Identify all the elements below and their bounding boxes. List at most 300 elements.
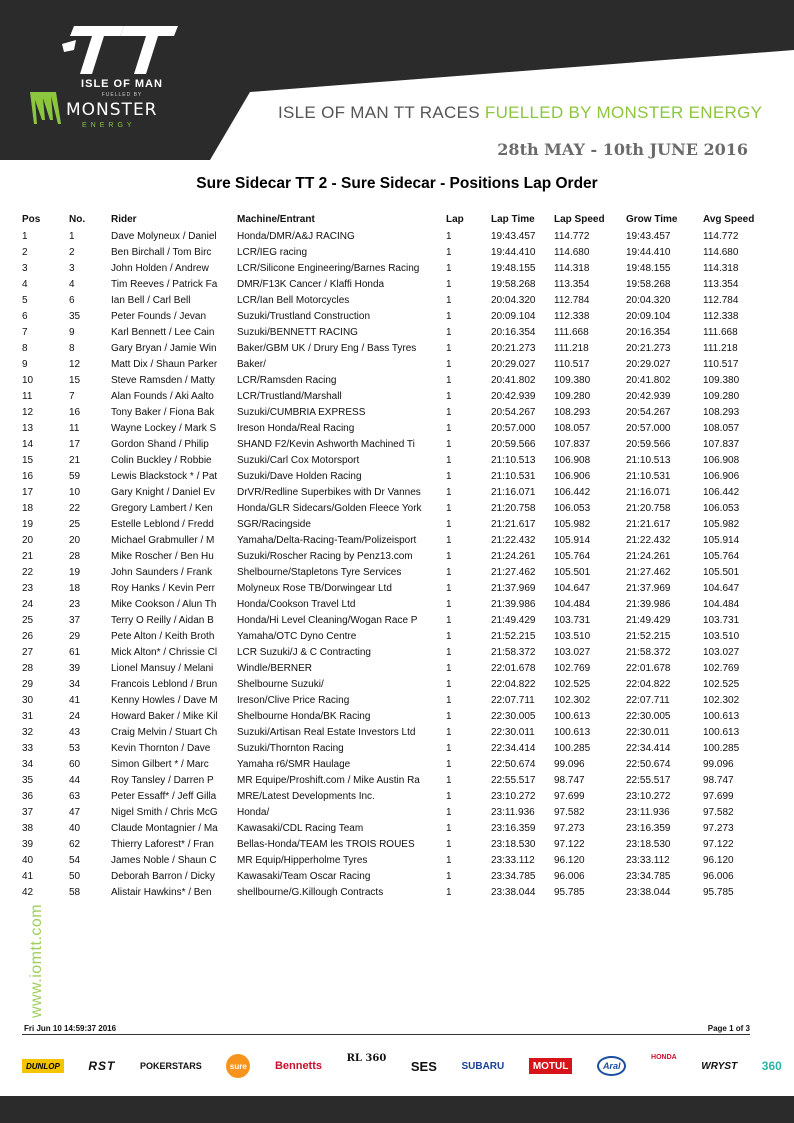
cell-lap-speed: 107.837 <box>554 438 591 450</box>
cell-rider: Karl Bennett / Lee Cain <box>111 326 215 338</box>
sponsor-pokerstars-logo: POKERSTARS <box>139 1061 202 1071</box>
cell-grow-time: 21:24.261 <box>626 550 671 562</box>
cell-lap: 1 <box>446 390 452 402</box>
cell-lap-speed: 100.285 <box>554 742 591 754</box>
cell-pos: 38 <box>22 822 34 834</box>
page-bottom-band <box>0 1096 794 1123</box>
cell-lap: 1 <box>446 710 452 722</box>
cell-machine: Shelbourne/Stapletons Tyre Services <box>237 566 402 578</box>
cell-no: 19 <box>69 566 81 578</box>
cell-avg-speed: 106.442 <box>703 486 740 498</box>
cell-lap: 1 <box>446 646 452 658</box>
cell-grow-time: 21:27.462 <box>626 566 671 578</box>
cell-no: 3 <box>69 262 75 274</box>
cell-avg-speed: 100.285 <box>703 742 740 754</box>
cell-machine: LCR/Ramsden Racing <box>237 374 337 386</box>
cell-lap-speed: 108.057 <box>554 422 591 434</box>
cell-no: 60 <box>69 758 81 770</box>
cell-no: 23 <box>69 598 81 610</box>
cell-lap: 1 <box>446 422 452 434</box>
cell-rider: Alistair Hawkins* / Ben <box>111 886 212 898</box>
cell-pos: 12 <box>22 406 34 418</box>
cell-lap-time: 20:29.027 <box>491 358 536 370</box>
cell-machine: SGR/Racingside <box>237 518 311 530</box>
table-row <box>22 772 771 788</box>
cell-lap: 1 <box>446 662 452 674</box>
cell-pos: 19 <box>22 518 34 530</box>
cell-grow-time: 20:09.104 <box>626 310 671 322</box>
cell-avg-speed: 100.613 <box>703 726 740 738</box>
cell-rider: Claude Montagnier / Ma <box>111 822 218 834</box>
cell-no: 37 <box>69 614 81 626</box>
cell-lap-time: 22:50.674 <box>491 758 536 770</box>
cell-avg-speed: 99.096 <box>703 758 734 770</box>
cell-machine: shellbourne/G.Killough Contracts <box>237 886 384 898</box>
cell-avg-speed: 114.680 <box>703 246 739 258</box>
cell-lap: 1 <box>446 854 452 866</box>
cell-machine: Suzuki/Trustland Construction <box>237 310 371 322</box>
cell-no: 47 <box>69 806 81 818</box>
cell-pos: 39 <box>22 838 34 850</box>
cell-grow-time: 21:58.372 <box>626 646 671 658</box>
cell-rider: Roy Tansley / Darren P <box>111 774 214 786</box>
table-row <box>22 516 771 532</box>
table-row <box>22 388 771 404</box>
cell-grow-time: 20:21.273 <box>626 342 671 354</box>
cell-lap-speed: 96.006 <box>554 870 585 882</box>
cell-lap-time: 21:58.372 <box>491 646 536 658</box>
cell-lap: 1 <box>446 566 452 578</box>
cell-rider: Kenny Howles / Dave M <box>111 694 218 706</box>
cell-grow-time: 23:34.785 <box>626 870 671 882</box>
cell-machine: Honda/ <box>237 806 270 818</box>
col-header-no: No. <box>69 214 86 225</box>
cell-avg-speed: 104.647 <box>703 582 740 594</box>
cell-avg-speed: 97.582 <box>703 806 734 818</box>
table-row <box>22 452 771 468</box>
cell-grow-time: 21:10.531 <box>626 470 671 482</box>
cell-rider: Mike Cookson / Alun Th <box>111 598 217 610</box>
cell-no: 1 <box>69 230 75 242</box>
cell-lap-time: 22:07.711 <box>491 694 535 706</box>
logo-energy: ENERGY <box>82 122 136 129</box>
cell-rider: Simon Gilbert * / Marc <box>111 758 209 770</box>
cell-machine: Baker/GBM UK / Drury Eng / Bass Tyres <box>237 342 417 354</box>
cell-no: 8 <box>69 342 75 354</box>
cell-grow-time: 23:16.359 <box>626 822 671 834</box>
cell-rider: Mick Alton* / Chrissie Cl <box>111 646 218 658</box>
monster-claw-icon <box>26 90 64 126</box>
cell-machine: Honda/Hi Level Cleaning/Wogan Race P <box>237 614 418 626</box>
cell-machine: DrVR/Redline Superbikes with Dr Vannes <box>237 486 421 498</box>
table-row <box>22 852 771 868</box>
cell-lap-speed: 104.484 <box>554 598 591 610</box>
cell-lap: 1 <box>446 406 452 418</box>
cell-grow-time: 22:30.005 <box>626 710 671 722</box>
sponsor-360fly-logo: 360 <box>761 1059 782 1073</box>
cell-lap: 1 <box>446 838 452 850</box>
cell-lap-speed: 114.680 <box>554 246 590 258</box>
cell-pos: 9 <box>22 358 28 370</box>
cell-pos: 31 <box>22 710 34 722</box>
cell-pos: 3 <box>22 262 28 274</box>
cell-grow-time: 19:48.155 <box>626 262 671 274</box>
cell-machine: MR Equipe/Proshift.com / Mike Austin Ra <box>237 774 420 786</box>
cell-lap-time: 21:39.986 <box>491 598 536 610</box>
cell-pos: 25 <box>22 614 34 626</box>
cell-lap-speed: 106.906 <box>554 470 591 482</box>
col-header-lap-speed: Lap Speed <box>554 214 605 225</box>
cell-lap-time: 19:44.410 <box>491 246 536 258</box>
cell-avg-speed: 107.837 <box>703 438 740 450</box>
cell-lap-speed: 106.053 <box>554 502 591 514</box>
cell-lap-time: 21:52.215 <box>491 630 536 642</box>
cell-lap-time: 20:41.802 <box>491 374 536 386</box>
cell-lap-speed: 110.517 <box>554 358 590 370</box>
cell-machine: LCR/Trustland/Marshall <box>237 390 342 402</box>
cell-lap-time: 20:04.320 <box>491 294 536 306</box>
table-row <box>22 372 771 388</box>
cell-pos: 8 <box>22 342 28 354</box>
cell-rider: Matt Dix / Shaun Parker <box>111 358 218 370</box>
cell-avg-speed: 95.785 <box>703 886 734 898</box>
cell-no: 62 <box>69 838 81 850</box>
cell-avg-speed: 111.218 <box>703 342 738 354</box>
cell-lap: 1 <box>446 486 452 498</box>
cell-machine: Suzuki/Thornton Racing <box>237 742 344 754</box>
cell-lap-time: 20:59.566 <box>491 438 536 450</box>
cell-machine: LCR/Ian Bell Motorcycles <box>237 294 350 306</box>
cell-machine: Honda/GLR Sidecars/Golden Fleece York <box>237 502 422 514</box>
cell-no: 53 <box>69 742 81 754</box>
cell-rider: Howard Baker / Mike Kil <box>111 710 218 722</box>
cell-avg-speed: 100.613 <box>703 710 740 722</box>
cell-pos: 21 <box>22 550 34 562</box>
cell-pos: 15 <box>22 454 34 466</box>
cell-lap: 1 <box>446 262 452 274</box>
cell-lap-time: 20:42.939 <box>491 390 536 402</box>
cell-machine: Suzuki/Roscher Racing by Penz13.com <box>237 550 413 562</box>
cell-no: 15 <box>69 374 81 386</box>
cell-pos: 41 <box>22 870 34 882</box>
cell-pos: 10 <box>22 374 34 386</box>
cell-grow-time: 20:41.802 <box>626 374 671 386</box>
cell-avg-speed: 105.982 <box>703 518 740 530</box>
cell-avg-speed: 106.906 <box>703 470 740 482</box>
cell-grow-time: 21:16.071 <box>626 486 671 498</box>
cell-lap-speed: 97.699 <box>554 790 585 802</box>
cell-no: 7 <box>69 390 75 402</box>
cell-no: 59 <box>69 470 81 482</box>
cell-no: 12 <box>69 358 81 370</box>
logo-isle-of-man: ISLE OF MAN <box>81 78 163 90</box>
cell-avg-speed: 113.354 <box>703 278 739 290</box>
table-row <box>22 532 771 548</box>
cell-pos: 33 <box>22 742 34 754</box>
table-row <box>22 420 771 436</box>
cell-machine: Shelbourne Suzuki/ <box>237 678 324 690</box>
cell-no: 54 <box>69 854 81 866</box>
cell-lap-speed: 103.027 <box>554 646 591 658</box>
cell-lap-speed: 109.280 <box>554 390 591 402</box>
table-row <box>22 660 771 676</box>
cell-lap-time: 22:30.005 <box>491 710 536 722</box>
cell-rider: Dave Molyneux / Daniel <box>111 230 217 242</box>
cell-avg-speed: 97.699 <box>703 790 734 802</box>
cell-machine: Shelbourne Honda/BK Racing <box>237 710 371 722</box>
cell-rider: Pete Alton / Keith Broth <box>111 630 215 642</box>
sponsor-subaru-logo: SUBARU <box>461 1060 505 1072</box>
cell-machine: Ireson/Clive Price Racing <box>237 694 350 706</box>
cell-lap-speed: 112.784 <box>554 294 590 306</box>
table-header-row <box>22 211 771 228</box>
cell-pos: 5 <box>22 294 28 306</box>
cell-lap-time: 22:30.011 <box>491 726 535 738</box>
cell-rider: Steve Ramsden / Matty <box>111 374 215 386</box>
table-row <box>22 324 771 340</box>
col-header-rider: Rider <box>111 214 137 225</box>
cell-lap: 1 <box>446 886 452 898</box>
cell-lap: 1 <box>446 774 452 786</box>
table-row <box>22 292 771 308</box>
cell-no: 2 <box>69 246 75 258</box>
cell-pos: 27 <box>22 646 34 658</box>
cell-lap-speed: 111.218 <box>554 342 589 354</box>
cell-pos: 28 <box>22 662 34 674</box>
cell-grow-time: 22:07.711 <box>626 694 670 706</box>
cell-lap: 1 <box>446 502 452 514</box>
cell-lap: 1 <box>446 822 452 834</box>
cell-lap-speed: 95.785 <box>554 886 585 898</box>
cell-grow-time: 20:57.000 <box>626 422 671 434</box>
cell-pos: 13 <box>22 422 34 434</box>
cell-rider: Alan Founds / Aki Aalto <box>111 390 214 402</box>
table-row <box>22 612 771 628</box>
cell-no: 24 <box>69 710 81 722</box>
cell-pos: 2 <box>22 246 28 258</box>
cell-grow-time: 22:30.011 <box>626 726 670 738</box>
cell-lap-speed: 97.122 <box>554 838 585 850</box>
cell-rider: Kevin Thornton / Dave <box>111 742 211 754</box>
cell-rider: Deborah Barron / Dicky <box>111 870 215 882</box>
cell-no: 6 <box>69 294 75 306</box>
cell-lap-speed: 103.510 <box>554 630 591 642</box>
cell-machine: Baker/ <box>237 358 266 370</box>
cell-rider: Ian Bell / Carl Bell <box>111 294 191 306</box>
cell-lap: 1 <box>446 294 452 306</box>
cell-lap-speed: 106.908 <box>554 454 591 466</box>
cell-lap-speed: 111.668 <box>554 326 589 338</box>
cell-no: 22 <box>69 502 81 514</box>
cell-lap-speed: 100.613 <box>554 726 591 738</box>
cell-avg-speed: 109.380 <box>703 374 740 386</box>
cell-lap: 1 <box>446 470 452 482</box>
cell-grow-time: 22:50.674 <box>626 758 671 770</box>
cell-lap-time: 20:09.104 <box>491 310 536 322</box>
cell-rider: Tim Reeves / Patrick Fa <box>111 278 218 290</box>
cell-rider: Terry O Reilly / Aidan B <box>111 614 214 626</box>
cell-avg-speed: 111.668 <box>703 326 738 338</box>
cell-grow-time: 20:16.354 <box>626 326 671 338</box>
cell-pos: 30 <box>22 694 34 706</box>
sponsor-aral-logo: Aral <box>597 1056 627 1076</box>
cell-rider: Michael Grabmuller / M <box>111 534 215 546</box>
cell-grow-time: 20:29.027 <box>626 358 671 370</box>
cell-lap-time: 20:57.000 <box>491 422 536 434</box>
header-title-main: ISLE OF MAN TT RACES <box>278 103 485 122</box>
table-row <box>22 356 771 372</box>
cell-avg-speed: 106.053 <box>703 502 740 514</box>
col-header-grow-time: Grow Time <box>626 214 678 225</box>
cell-rider: Roy Hanks / Kevin Perr <box>111 582 215 594</box>
cell-pos: 6 <box>22 310 28 322</box>
tt-logo-icon <box>62 22 182 78</box>
cell-lap: 1 <box>446 230 452 242</box>
cell-lap: 1 <box>446 678 452 690</box>
table-row <box>22 692 771 708</box>
table-row <box>22 500 771 516</box>
col-header-pos: Pos <box>22 214 41 225</box>
header-title-accent: FUELLED BY MONSTER ENERGY <box>484 103 763 122</box>
cell-machine: LCR Suzuki/J & C Contracting <box>237 646 371 658</box>
cell-avg-speed: 114.318 <box>703 262 739 274</box>
cell-pos: 29 <box>22 678 34 690</box>
cell-pos: 17 <box>22 486 34 498</box>
cell-avg-speed: 112.784 <box>703 294 739 306</box>
cell-lap-time: 19:43.457 <box>491 230 536 242</box>
cell-avg-speed: 97.122 <box>703 838 734 850</box>
cell-grow-time: 21:22.432 <box>626 534 671 546</box>
cell-machine: Honda/Cookson Travel Ltd <box>237 598 356 610</box>
cell-avg-speed: 96.120 <box>703 854 734 866</box>
cell-rider: Gary Bryan / Jamie Win <box>111 342 217 354</box>
cell-no: 11 <box>69 422 80 434</box>
cell-lap: 1 <box>446 326 452 338</box>
table-row <box>22 724 771 740</box>
cell-lap: 1 <box>446 870 452 882</box>
cell-lap-speed: 114.318 <box>554 262 590 274</box>
cell-machine: Windle/BERNER <box>237 662 313 674</box>
cell-machine: LCR/Silicone Engineering/Barnes Racing <box>237 262 420 274</box>
cell-lap-speed: 100.613 <box>554 710 591 722</box>
cell-grow-time: 22:34.414 <box>626 742 671 754</box>
cell-rider: James Noble / Shaun C <box>111 854 217 866</box>
cell-lap-time: 22:01.678 <box>491 662 536 674</box>
cell-grow-time: 19:43.457 <box>626 230 671 242</box>
cell-machine: DMR/F13K Cancer / Klaffi Honda <box>237 278 385 290</box>
sponsor-strip <box>22 1048 782 1084</box>
cell-avg-speed: 110.517 <box>703 358 739 370</box>
cell-lap-speed: 102.769 <box>554 662 591 674</box>
table-row <box>22 740 771 756</box>
cell-no: 25 <box>69 518 81 530</box>
cell-avg-speed: 102.302 <box>703 694 740 706</box>
cell-rider: Gary Knight / Daniel Ev <box>111 486 215 498</box>
cell-lap-time: 22:34.414 <box>491 742 536 754</box>
cell-grow-time: 20:54.267 <box>626 406 671 418</box>
cell-lap-time: 23:16.359 <box>491 822 536 834</box>
table-row <box>22 756 771 772</box>
cell-lap-speed: 105.982 <box>554 518 591 530</box>
cell-grow-time: 22:01.678 <box>626 662 671 674</box>
cell-pos: 23 <box>22 582 34 594</box>
table-row <box>22 244 771 260</box>
watermark-url: www.iomtt.com <box>28 903 45 1018</box>
cell-grow-time: 22:04.822 <box>626 678 671 690</box>
cell-machine: Suzuki/Carl Cox Motorsport <box>237 454 360 466</box>
cell-grow-time: 21:37.969 <box>626 582 671 594</box>
cell-no: 58 <box>69 886 81 898</box>
cell-lap: 1 <box>446 310 452 322</box>
cell-lap-time: 23:18.530 <box>491 838 536 850</box>
sponsor-rst-logo: RST <box>88 1059 116 1073</box>
cell-no: 34 <box>69 678 81 690</box>
cell-rider: Peter Founds / Jevan <box>111 310 207 322</box>
cell-lap-time: 23:10.272 <box>491 790 536 802</box>
cell-grow-time: 23:18.530 <box>626 838 671 850</box>
cell-machine: Suzuki/Artisan Real Estate Investors Ltd <box>237 726 416 738</box>
cell-avg-speed: 98.747 <box>703 774 734 786</box>
cell-no: 44 <box>69 774 81 786</box>
cell-grow-time: 20:04.320 <box>626 294 671 306</box>
cell-lap-speed: 96.120 <box>554 854 585 866</box>
footer-divider <box>22 1034 750 1035</box>
cell-lap-time: 23:38.044 <box>491 886 536 898</box>
cell-lap: 1 <box>446 278 452 290</box>
cell-lap-time: 21:10.513 <box>491 454 536 466</box>
cell-avg-speed: 105.914 <box>703 534 740 546</box>
table-row <box>22 868 771 884</box>
table-row <box>22 804 771 820</box>
sponsor-ses-logo: SES <box>410 1058 437 1074</box>
cell-lap-speed: 104.647 <box>554 582 591 594</box>
cell-rider: Gordon Shand / Philip <box>111 438 209 450</box>
cell-lap-speed: 109.380 <box>554 374 591 386</box>
cell-lap-speed: 102.525 <box>554 678 591 690</box>
cell-lap-time: 23:33.112 <box>491 854 535 866</box>
cell-lap: 1 <box>446 358 452 370</box>
cell-lap-speed: 103.731 <box>554 614 591 626</box>
cell-lap-time: 21:16.071 <box>491 486 536 498</box>
logo-monster: MONSTER <box>66 100 158 120</box>
cell-grow-time: 19:44.410 <box>626 246 671 258</box>
table-row <box>22 468 771 484</box>
cell-rider: Mike Roscher / Ben Hu <box>111 550 214 562</box>
cell-lap-speed: 113.354 <box>554 278 590 290</box>
cell-lap: 1 <box>446 518 452 530</box>
cell-lap-time: 20:21.273 <box>491 342 536 354</box>
page-header <box>0 0 794 160</box>
cell-lap-time: 23:11.936 <box>491 806 535 818</box>
cell-machine: Suzuki/CUMBRIA EXPRESS <box>237 406 366 418</box>
table-row <box>22 836 771 852</box>
cell-avg-speed: 102.769 <box>703 662 740 674</box>
cell-grow-time: 23:11.936 <box>626 806 670 818</box>
table-row <box>22 644 771 660</box>
cell-pos: 16 <box>22 470 34 482</box>
cell-no: 40 <box>69 822 81 834</box>
sponsor-dunlop-logo: DUNLOP <box>22 1059 64 1073</box>
cell-avg-speed: 105.764 <box>703 550 740 562</box>
table-row <box>22 708 771 724</box>
cell-lap-speed: 97.582 <box>554 806 585 818</box>
cell-rider: Gregory Lambert / Ken <box>111 502 213 514</box>
cell-machine: SHAND F2/Kevin Ashworth Machined Ti <box>237 438 415 450</box>
cell-lap: 1 <box>446 342 452 354</box>
cell-lap-time: 21:22.432 <box>491 534 536 546</box>
footer-page-number: Page 1 of 3 <box>707 1024 750 1033</box>
cell-pos: 20 <box>22 534 34 546</box>
